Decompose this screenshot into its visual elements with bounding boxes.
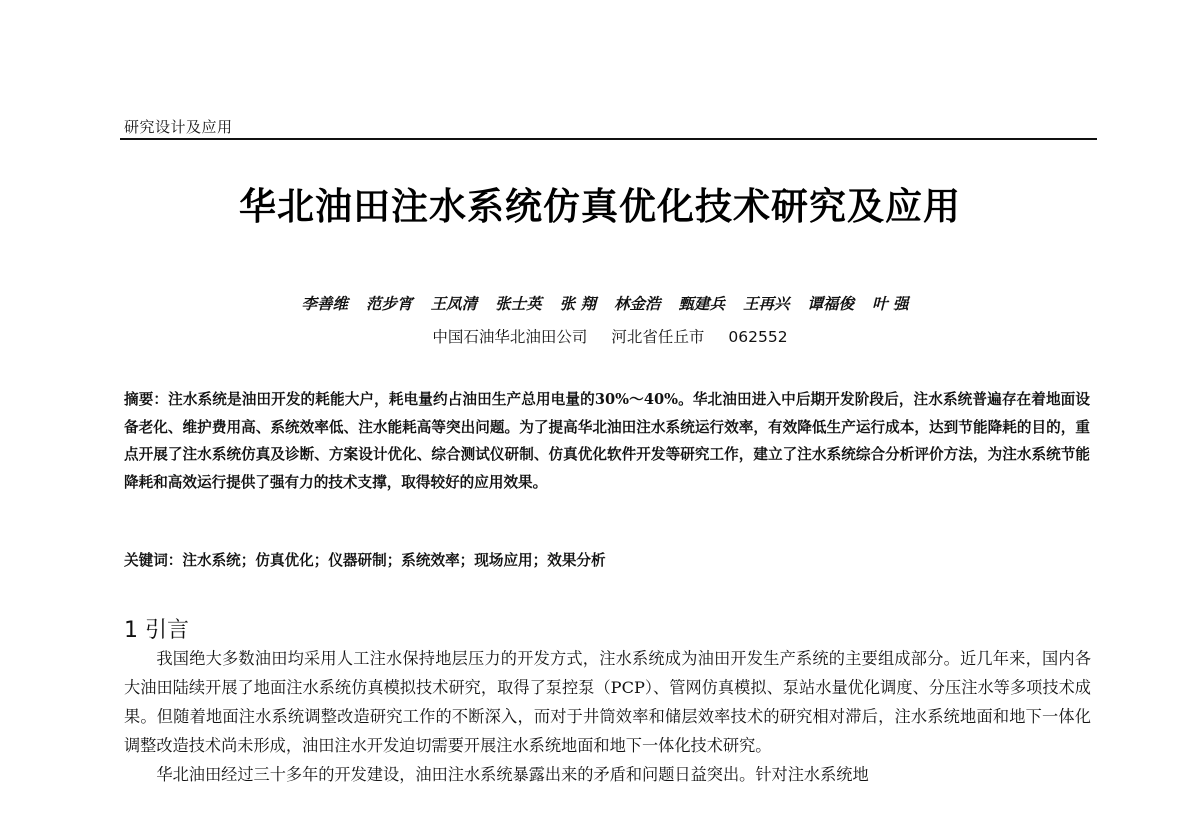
author-list (0, 292, 1200, 314)
author-name: 叶 强 (872, 294, 909, 313)
affiliation (0, 325, 1200, 347)
section-heading: 1 引言 (124, 618, 189, 643)
author-name: 李善维 (301, 294, 349, 313)
body-paragraph: 我国绝大多数油田均采用人工注水保持地层压力的开发方式，注水系统成为油田开发生产系统的主要组成部分。近几年来，国内各大油田陆续开展了地面注水系统仿真模拟技术研究，取得了泵控泵（PCP）、管网仿真模拟、泵站水量优化调度、分压注水等多项技术成果。但随着地面注水系统调整改造研究工作的不断深入，而对于井筒效率和储层效率技术的研究相对滞后，注水系统地面和地下一体化调整改造技术尚未形成，油田注水开发迫切需要开展注水系统地面和地下一体化技术研究。 (124, 649, 1091, 755)
affiliation-org: 中国石油华北油田公司 (432, 328, 588, 346)
keywords (124, 549, 1090, 570)
abstract-label: 摘要： (124, 391, 169, 408)
affiliation-place: 河北省任丘市 (611, 328, 705, 346)
abstract (124, 386, 1090, 496)
author-name: 王再兴 (743, 294, 790, 313)
author-name: 林金浩 (614, 294, 661, 313)
author-name: 范步宵 (366, 294, 413, 313)
header-divider (120, 138, 1097, 140)
author-name: 张士英 (495, 294, 542, 313)
running-header-section-label: 研究设计及应用 (124, 118, 233, 136)
keywords-label: 关键词： (124, 552, 183, 569)
author-name: 甄建兵 (678, 294, 726, 313)
author-name: 王凤清 (430, 294, 478, 313)
author-name: 张 翔 (559, 294, 596, 313)
keywords-text: 注水系统；仿真优化；仪器研制；系统效率；现场应用；效果分析 (182, 552, 606, 569)
affiliation-postcode: 062552 (728, 328, 788, 346)
section-body (124, 644, 1091, 789)
article-title: 华北油田注水系统仿真优化技术研究及应用 (239, 185, 961, 228)
body-paragraph: 华北油田经过三十多年的开发建设，油田注水系统暴露出来的矛盾和问题日益突出。针对注水系统地 (156, 765, 869, 784)
author-name: 谭福俊 (807, 294, 855, 313)
abstract-text: 注水系统是油田开发的耗能大户，耗电量约占油田生产总用电量的30%～40%。华北油田进入中后期开发阶段后，注水系统普遍存在着地面设备老化、维护费用高、系统效率低、注水能耗高等突出问题。为了提高华北油田注水系统运行效率，有效降低生产运行成本，达到节能降耗的目的，重点开展了注水系统仿真及诊断、方案设计优化、综合测试仪研制、仿真优化软件开发等研究工作，建立了注水系统综合分析评价方法，为注水系统节能降耗和高效运行提供了强有力的技术支撑，取得较好的应用效果。 (124, 391, 1090, 491)
